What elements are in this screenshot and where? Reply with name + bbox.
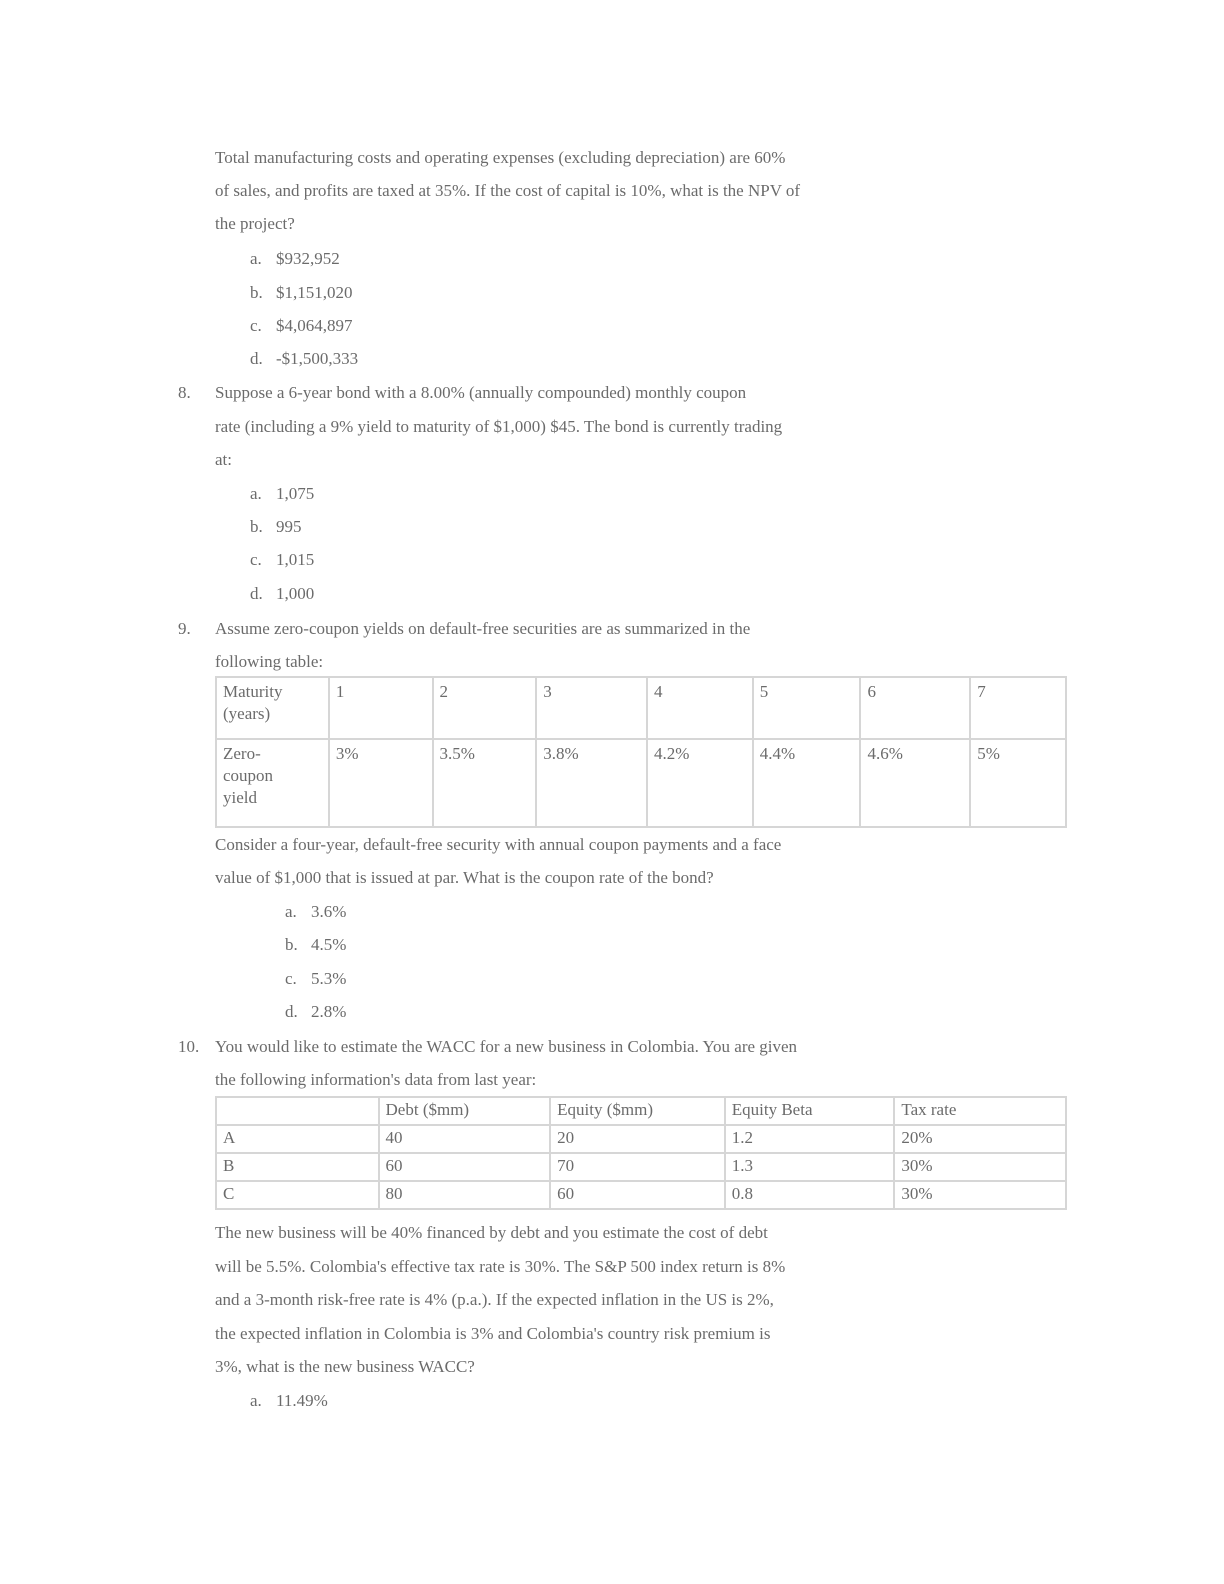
q9-stem-line: Assume zero-coupon yields on default-free securities are as summarized in the: [215, 619, 751, 638]
table-cell: 80: [379, 1181, 551, 1209]
table-cell: 30%: [894, 1181, 1066, 1209]
table-cell: 70: [550, 1153, 725, 1181]
table-cell: 1.3: [725, 1153, 895, 1181]
table-cell: 60: [379, 1153, 551, 1181]
q8-option-a: a. 1,075: [250, 484, 315, 503]
table-header-row: [216, 1097, 1066, 1125]
table-header-cell: Tax rate: [894, 1097, 1066, 1125]
table-cell: 0.8: [725, 1181, 895, 1209]
q10-stem-line: You would like to estimate the WACC for a new business in Colombia. You are given: [215, 1037, 798, 1056]
q9-number: 9.: [178, 619, 191, 638]
table-cell: 1: [329, 677, 433, 739]
table-row: [216, 1125, 1066, 1153]
table-cell: 4.4%: [753, 739, 861, 827]
table-cell: 4: [647, 677, 753, 739]
table-row-header: Maturity (years): [216, 677, 329, 739]
q9-body-line: value of $1,000 that is issued at par. What is the coupon rate of the bond?: [215, 868, 714, 887]
q8-number: 8.: [178, 383, 191, 402]
q8-option-d: d. 1,000: [250, 584, 315, 603]
q10-body-line: and a 3-month risk-free rate is 4% (p.a.). If the expected inflation in the US is 2%,: [215, 1290, 774, 1309]
q10-body-line: The new business will be 40% financed by debt and you estimate the cost of debt: [215, 1223, 768, 1242]
table-cell: C: [216, 1181, 379, 1209]
table-cell: 30%: [894, 1153, 1066, 1181]
q8-option-b: b. 995: [250, 517, 302, 536]
table-cell: 20: [550, 1125, 725, 1153]
table-cell: 20%: [894, 1125, 1066, 1153]
table-row: [216, 739, 1066, 827]
table-cell: 3.8%: [536, 739, 647, 827]
q7-option-d: d. -$1,500,333: [250, 349, 359, 368]
table-cell: 5%: [970, 739, 1066, 827]
table-cell: 4.6%: [860, 739, 970, 827]
q9-option-b: b. 4.5%: [285, 935, 347, 954]
q8-option-c: c. 1,015: [250, 550, 315, 569]
q10-body-line: will be 5.5%. Colombia's effective tax rate is 30%. The S&P 500 index return is 8%: [215, 1257, 786, 1276]
table-cell: 2: [433, 677, 537, 739]
table-cell: 4.2%: [647, 739, 753, 827]
q7-stem-line: the project?: [215, 214, 295, 233]
table-cell: 60: [550, 1181, 725, 1209]
table-header-cell: [216, 1097, 379, 1125]
q9-stem-line: following table:: [215, 652, 324, 671]
q9-body-line: Consider a four-year, default-free security with annual coupon payments and a face: [215, 835, 782, 854]
table-cell: 7: [970, 677, 1066, 739]
q7-option-a: a. $932,952: [250, 249, 340, 268]
q7-option-b: b. $1,151,020: [250, 283, 353, 302]
table-header-cell: Debt ($mm): [379, 1097, 551, 1125]
q8-stem-line: Suppose a 6-year bond with a 8.00% (annually compounded) monthly coupon: [215, 383, 747, 402]
q10-stem-line: the following information's data from last year:: [215, 1070, 537, 1089]
table-header-cell: Equity ($mm): [550, 1097, 725, 1125]
table-cell: 6: [860, 677, 970, 739]
table-cell: 3: [536, 677, 647, 739]
yield-table: [215, 676, 1067, 828]
q9-option-a: a. 3.6%: [285, 902, 347, 921]
q10-body-line: the expected inflation in Colombia is 3% and Colombia's country risk premium is: [215, 1324, 771, 1343]
table-row: [216, 1153, 1066, 1181]
table-row: [216, 677, 1066, 739]
q10-option-a: a. 11.49%: [250, 1391, 328, 1410]
q10-body-line: 3%, what is the new business WACC?: [215, 1357, 475, 1376]
q10-number: 10.: [178, 1037, 200, 1056]
q8-stem-line: at:: [215, 450, 232, 469]
table-cell: A: [216, 1125, 379, 1153]
q7-stem-line: of sales, and profits are taxed at 35%. If the cost of capital is 10%, what is the NPV of: [215, 181, 801, 200]
table-cell: 3.5%: [433, 739, 537, 827]
table-cell: 1.2: [725, 1125, 895, 1153]
table-cell: B: [216, 1153, 379, 1181]
q8-stem-line: rate (including a 9% yield to maturity of $1,000) $45. The bond is currently trading: [215, 417, 783, 436]
comparables-table: [215, 1096, 1067, 1210]
q9-option-c: c. 5.3%: [285, 969, 347, 988]
q9-option-d: d. 2.8%: [285, 1002, 347, 1021]
table-cell: 5: [753, 677, 861, 739]
table-header-cell: Equity Beta: [725, 1097, 895, 1125]
table-cell: 3%: [329, 739, 433, 827]
table-row-header: Zero- coupon yield: [216, 739, 329, 827]
q7-stem-line: Total manufacturing costs and operating expenses (excluding depreciation) are 60%: [215, 148, 786, 167]
table-row: [216, 1181, 1066, 1209]
q7-option-c: c. $4,064,897: [250, 316, 353, 335]
table-cell: 40: [379, 1125, 551, 1153]
